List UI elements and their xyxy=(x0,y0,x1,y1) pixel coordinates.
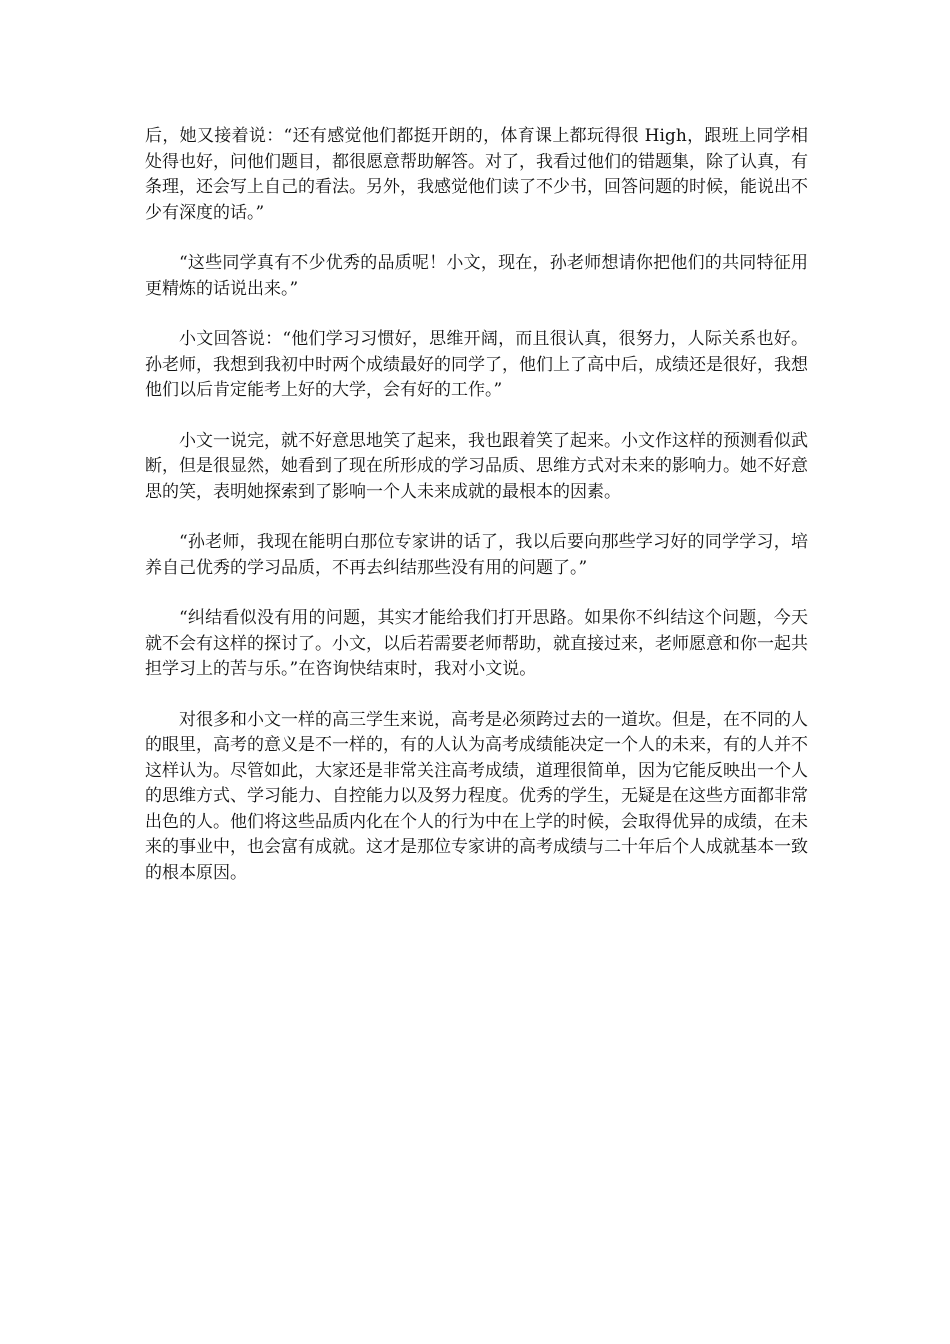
paragraph-7: 对很多和小文一样的高三学生来说，高考是必须跨过去的一道坎。但是，在不同的人的眼里，高考的意义是不一样的，有的人认为高考成绩能决定一个人的未来，有的人并不这样认为。尽管如此，大家还是非常关注高考成绩，道理很简单，因为它能反映出一个人的思维方式、学习能力、自控能力以及努力程度。优秀的学生，无疑是在这些方面都非常出色的人。他们将这些品质内化在个人的行为中在上学的时候，会取得优异的成绩，在未来的事业中，也会富有成就。这才是那位专家讲的高考成绩与二十年后个人成就基本一致的根本原因。 xyxy=(145,709,808,883)
document-body xyxy=(145,124,808,911)
paragraph-2: “这些同学真有不少优秀的品质呢！小文，现在，孙老师想请你把他们的共同特征用更精炼的话说出来。” xyxy=(145,253,808,299)
paragraph-5: “孙老师，我现在能明白那位专家讲的话了，我以后要向那些学习好的同学学习，培养自己优秀的学习品质，不再去纠结那些没有用的问题了。” xyxy=(145,532,808,578)
paragraph-4: 小文一说完，就不好意思地笑了起来，我也跟着笑了起来。小文作这样的预测看似武断，但是很显然，她看到了现在所形成的学习品质、思维方式对未来的影响力。她不好意思的笑，表明她探索到了影响一个人未来成就的最根本的因素。 xyxy=(145,430,808,502)
paragraph-1: 后，她又接着说：“还有感觉他们都挺开朗的，体育课上都玩得很 High，跟班上同学相处得也好，问他们题目，都很愿意帮助解答。对了，我看过他们的错题集，除了认真，有条理，还会写上自己的看法。另外，我感觉他们读了不少书，回答问题的时候，能说出不少有深度的话。” xyxy=(145,126,808,223)
paragraph-3: 小文回答说：“他们学习习惯好，思维开阔，而且很认真，很努力，人际关系也好。孙老师，我想到我初中时两个成绩最好的同学了，他们上了高中后，成绩还是很好，我想他们以后肯定能考上好的大学，会有好的工作。” xyxy=(145,329,808,400)
paragraph-6: “纠结看似没有用的问题，其实才能给我们打开思路。如果你不纠结这个问题，今天就不会有这样的探讨了。小文，以后若需要老师帮助，就直接过来，老师愿意和你一起共担学习上的苦与乐。”在咨询快结束时，我对小文说。 xyxy=(145,608,808,679)
